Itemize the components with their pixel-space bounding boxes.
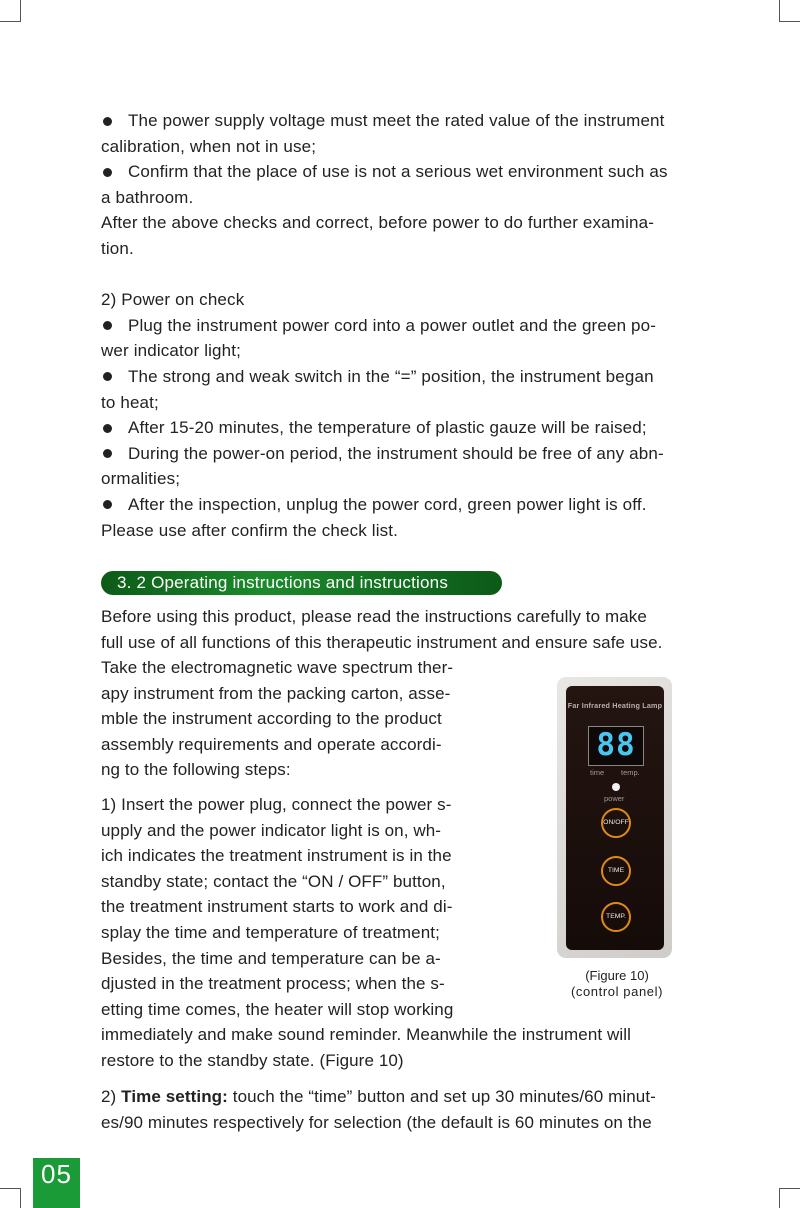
panel-title: Far Infrared Heating Lamp: [567, 701, 663, 710]
text-line: Confirm that the place of use is not a serious wet environment such as: [101, 159, 721, 185]
text-line: splay the time and temperature of treatment;: [101, 922, 440, 942]
bullet-icon: [103, 449, 112, 458]
text-line: immediately and make sound reminder. Meanwhile the instrument will: [101, 1025, 632, 1045]
text-line: to heat;: [101, 392, 159, 412]
text-line: Before using this product, please read the instructions carefully to make: [101, 607, 647, 626]
step-2-paragraph: [101, 1084, 731, 1135]
crop-mark: [20, 1188, 21, 1208]
text-line: During the power-on period, the instrument should be free of any abn-: [101, 441, 721, 467]
text-line: ormalities;: [101, 469, 181, 489]
time-button[interactable]: TIME: [601, 856, 631, 886]
figure-caption-subtitle: (control panel): [570, 984, 664, 999]
text-line: tion.: [101, 238, 134, 258]
crop-mark: [779, 0, 780, 22]
text-line: After the inspection, unplug the power cord, green power light is off.: [101, 492, 721, 518]
intro-paragraph: [101, 604, 731, 655]
text-line: a bathroom.: [101, 187, 194, 207]
text-line: Plug the instrument power cord into a power outlet and the green po-: [101, 313, 721, 339]
page-number: 05: [33, 1158, 80, 1208]
text-line: restore to the standby state. (Figure 10): [101, 1050, 404, 1070]
text-line: ich indicates the treatment instrument is in the: [101, 846, 452, 866]
crop-mark: [0, 21, 21, 22]
text-line: the treatment instrument starts to work and di-: [101, 897, 453, 917]
time-label: time: [590, 768, 605, 777]
text-line: 1) Insert the power plug, connect the power s-: [101, 795, 452, 814]
text-line: assembly requirements and operate accordi-: [101, 734, 442, 754]
text-line: The strong and weak switch in the “=” position, the instrument began: [101, 364, 721, 390]
text-line: ng to the following steps:: [101, 760, 291, 780]
power-indicator-icon: [612, 783, 620, 791]
bullet-icon: [103, 372, 112, 381]
text-line: Please use after confirm the check list.: [101, 520, 399, 540]
power-label: power: [604, 794, 625, 803]
text-line: es/90 minutes respectively for selection (the default is 60 minutes on the: [101, 1112, 652, 1132]
text-line: full use of all functions of this therapeutic instrument and ensure safe use.: [101, 632, 663, 652]
text-line: standby state; contact the “ON / OFF” button,: [101, 871, 446, 891]
text-line: apy instrument from the packing carton, asse-: [101, 683, 451, 703]
crop-mark: [779, 1188, 800, 1189]
display-digits: 88: [596, 727, 636, 763]
crop-mark: [779, 21, 800, 22]
bullet-icon: [103, 500, 112, 509]
text-line: djusted in the treatment process; when the s-: [101, 974, 445, 994]
section-title: 3. 2 Operating instructions and instructions: [117, 573, 449, 592]
bullet-icon: [103, 117, 112, 126]
section-subheading: 2) Power on check: [101, 290, 245, 310]
on-off-button[interactable]: ON/OFF: [601, 808, 631, 838]
bullet-icon: [103, 424, 112, 433]
text-line: The power supply voltage must meet the rated value of the instrument: [101, 108, 721, 134]
time-setting-label: Time setting:: [121, 1087, 228, 1106]
control-panel: [566, 686, 664, 950]
led-display: [588, 726, 644, 766]
crop-mark: [779, 1188, 780, 1208]
text-line: After 15-20 minutes, the temperature of plastic gauze will be raised;: [101, 415, 721, 441]
temp-button[interactable]: TEMP.: [601, 902, 631, 932]
bullet-icon: [103, 321, 112, 330]
bullet-icon: [103, 168, 112, 177]
temp-label: temp.: [621, 768, 640, 777]
intro-steps-paragraph: [101, 655, 501, 783]
text-line: mble the instrument according to the product: [101, 709, 442, 729]
figure-caption: (Figure 10): [585, 968, 649, 983]
crop-mark: [20, 0, 21, 22]
text-line: wer indicator light;: [101, 341, 242, 361]
crop-mark: [0, 1188, 21, 1189]
text-line: 2) Time setting: touch the “time” button and set up 30 minutes/60 minut-: [101, 1087, 656, 1106]
text-line: calibration, when not in use;: [101, 136, 317, 156]
text-line: After the above checks and correct, before power to do further examina-: [101, 213, 655, 233]
text-line: Besides, the time and temperature can be a-: [101, 948, 441, 968]
checklist-text: [101, 108, 721, 543]
text-line: etting time comes, the heater will stop working: [101, 999, 454, 1019]
text-line: upply and the power indicator light is on, wh-: [101, 820, 442, 840]
text-line: Take the electromagnetic wave spectrum ther-: [101, 658, 454, 677]
section-header: [101, 571, 502, 595]
